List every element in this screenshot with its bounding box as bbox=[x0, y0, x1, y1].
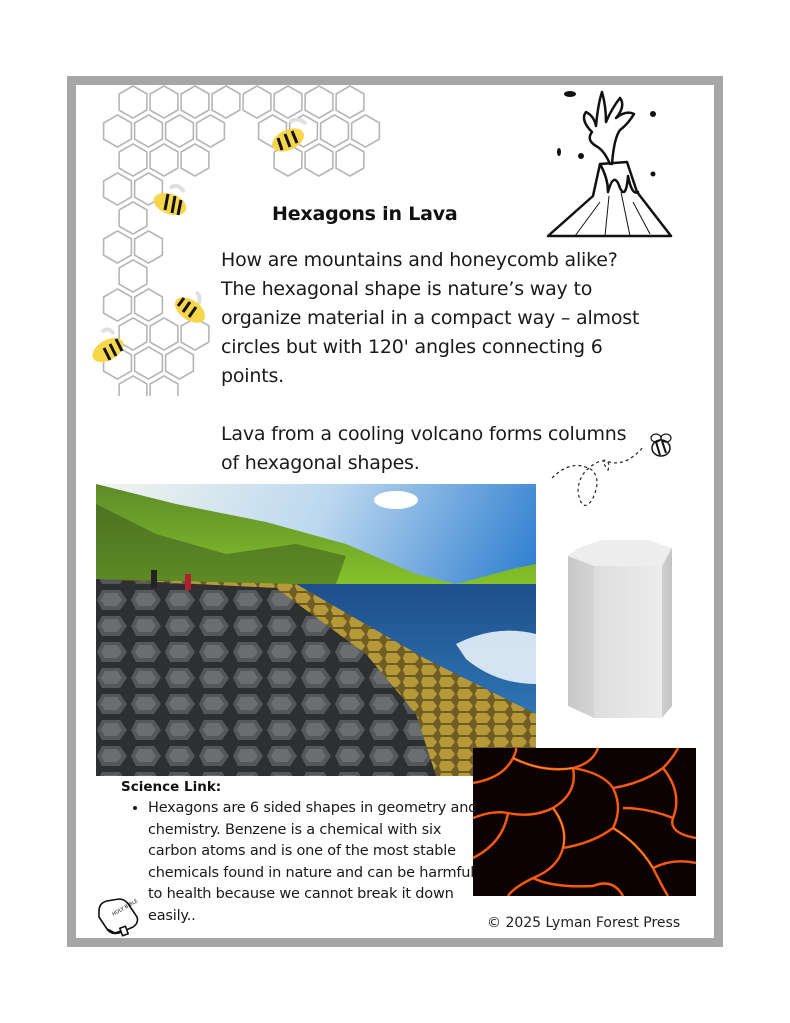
science-link-bullet: • Hexagons are 6 sided shapes in geometry and chemistry. Benzene is a chemical with six carbon atoms and is one of the most stable chemicals found in nature and can be harmful to health because we cannot break it down easily.. bbox=[148, 798, 488, 927]
page-title: Hexagons in Lava bbox=[272, 203, 458, 225]
bee-icon bbox=[170, 288, 212, 328]
intro-paragraph: How are mountains and honeycomb alike? The hexagonal shape is nature’s way to organize material in a compact way – almost circles but with 120' angles connecting 6 points. bbox=[221, 249, 640, 387]
bible-book-icon bbox=[95, 897, 141, 937]
giants-causeway-photo bbox=[96, 484, 536, 776]
hexagonal-prism-icon bbox=[566, 538, 676, 720]
bee-trail-icon bbox=[548, 428, 678, 524]
bee-icon bbox=[268, 118, 310, 156]
svg-text:HOLY BIBLE: HOLY BIBLE bbox=[111, 898, 140, 918]
copyright-notice: © 2025 Lyman Forest Press bbox=[487, 915, 681, 931]
science-link-heading: Science Link: bbox=[121, 779, 222, 795]
bee-icon bbox=[150, 182, 192, 220]
volcano-icon bbox=[545, 84, 675, 242]
bee-icon bbox=[88, 326, 130, 366]
lava-cracks-photo bbox=[473, 748, 696, 896]
lava-paragraph: Lava from a cooling volcano forms columns of hexagonal shapes. bbox=[221, 423, 627, 474]
science-link-list bbox=[130, 798, 488, 927]
